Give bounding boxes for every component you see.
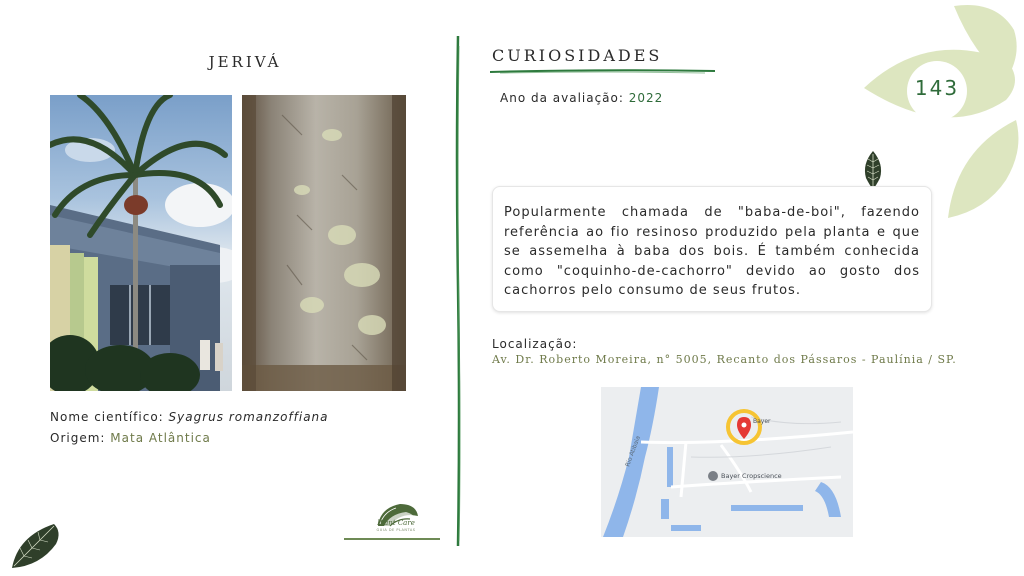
origin-line	[50, 431, 211, 445]
title-brush-underline	[490, 67, 715, 75]
brush-divider	[453, 36, 463, 546]
curiosity-text: Popularmente chamada de "baba-de-boi", fazendo referência ao fio resinoso produzido pela planta e que se assemelha à baba dos bois. É também conhecida como "coquinho-de-cachorro" devido ao gosto dos cachorros pelo consumo de seus frutos.	[504, 205, 920, 299]
location-address: Av. Dr. Roberto Moreira, n° 5005, Recanto dos Pássaros - Paulínia / SP.	[492, 353, 957, 366]
year-value: 2022	[628, 91, 664, 105]
place-marker-icon	[708, 471, 718, 481]
scientific-name: Syagrus romanzoffiana	[168, 410, 329, 424]
location-map[interactable]	[601, 387, 853, 537]
origin-value: Mata Atlântica	[110, 431, 211, 445]
scientific-label: Nome científico:	[50, 410, 164, 424]
trunk-photo	[242, 95, 406, 391]
page-number: 143	[914, 76, 960, 100]
palm-tree-photo	[50, 95, 232, 391]
map-road-label: Rio Atibaia	[624, 434, 642, 468]
origin-label: Origem:	[50, 431, 106, 445]
evaluation-year-line	[500, 91, 663, 105]
location-label: Localização:	[492, 337, 578, 351]
scientific-name-line	[50, 410, 329, 424]
map-illustration	[601, 387, 853, 537]
plant-care-logo	[360, 492, 430, 542]
logo-name: Plant Care	[377, 519, 415, 527]
decorative-leaves-top-right	[856, 0, 1024, 230]
trunk-texture	[242, 95, 406, 391]
plant-title: JERIVÁ	[208, 53, 282, 71]
logo-subtitle: GUIA DE PLANTAS	[376, 528, 416, 532]
map-pin-label: Bayer	[753, 418, 771, 425]
logo-underline	[344, 538, 440, 540]
leaf-icon-bottom-left	[10, 522, 62, 570]
palm-tree-illustration	[50, 95, 232, 391]
map-place-label: Bayer Cropscience	[721, 472, 782, 480]
curiosities-title: CURIOSIDADES	[492, 46, 663, 65]
year-label: Ano da avaliação:	[500, 91, 624, 105]
